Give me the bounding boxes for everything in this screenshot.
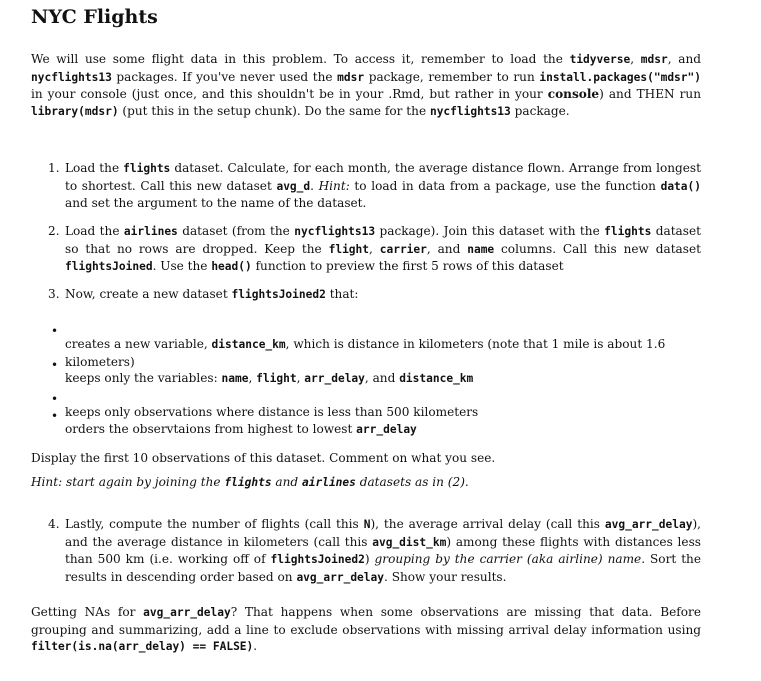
bullet-item: keeps only the variables: name, flight, arr_delay, and distance_km	[65, 371, 474, 386]
bullet-item: creates a new variable, distance_km, which is distance in kilometers (note that 1 mile is about 1.6 kilometers)	[65, 337, 666, 369]
display-instruction: Display the first 10 observations of this dataset. Comment on what you see.	[31, 451, 496, 465]
bullet-icon: •	[51, 358, 59, 372]
hint-text: Hint: start again by joining the flights and airlines datasets as in (2).	[31, 475, 469, 489]
intro-paragraph: We will use some flight data in this problem. To access it, remember to load the tidyverse, mdsr, and nycflights13 packages. If you've never used the mdsr package, remember to run install.packages("mdsr") in your console (just once, and this shouldn't be in your .Rmd, but rather in your console) and THEN run library(mdsr) (put this in the setup chunk). Do the same for the nycflights13 package.	[31, 52, 701, 118]
list-number: 4.	[48, 517, 60, 531]
list-number: 1.	[48, 161, 60, 175]
page-title: NYC Flights	[31, 6, 158, 28]
bullet-icon: •	[51, 392, 59, 406]
list-item: Load the airlines dataset (from the nycflights13 package). Join this dataset with the flights dataset so that no rows are dropped. Keep the flight, carrier, and name columns. Call this new dataset flightsJoined. Use the head() function to preview the first 5 rows of this dataset	[65, 224, 701, 274]
bullet-icon: •	[51, 409, 59, 423]
list-item: Load the flights dataset. Calculate, for each month, the average distance flown. Arrange from longest to shortest. Call this new dataset avg_d. Hint: to load in data from a package, use the function data() and set the argument to the name of the dataset.	[65, 161, 701, 211]
closing-paragraph: Getting NAs for avg_arr_delay? That happens when some observations are missing that data. Before grouping and summarizing, add a line to exclude observations with missing arrival delay information using filter(is.na(arr_delay) == FALSE).	[31, 605, 701, 654]
bullet-icon: •	[51, 324, 59, 338]
bullet-item: keeps only observations where distance is less than 500 kilometers	[65, 405, 479, 420]
list-item: Lastly, compute the number of flights (call this N), the average arrival delay (call this avg_arr_delay), and the average distance in kilometers (call this avg_dist_km) among these flights with distances less than 500 km (i.e. working off of flightsJoined2) grouping by the carrier (aka airline) name. Sort the results in descending order based on avg_arr_delay. Show your results.	[65, 517, 702, 584]
bullet-item: orders the observtaions from highest to lowest arr_delay	[65, 422, 417, 437]
list-item: Now, create a new dataset flightsJoined2 that:	[65, 287, 359, 301]
list-number: 3.	[48, 287, 60, 301]
list-number: 2.	[48, 224, 60, 238]
